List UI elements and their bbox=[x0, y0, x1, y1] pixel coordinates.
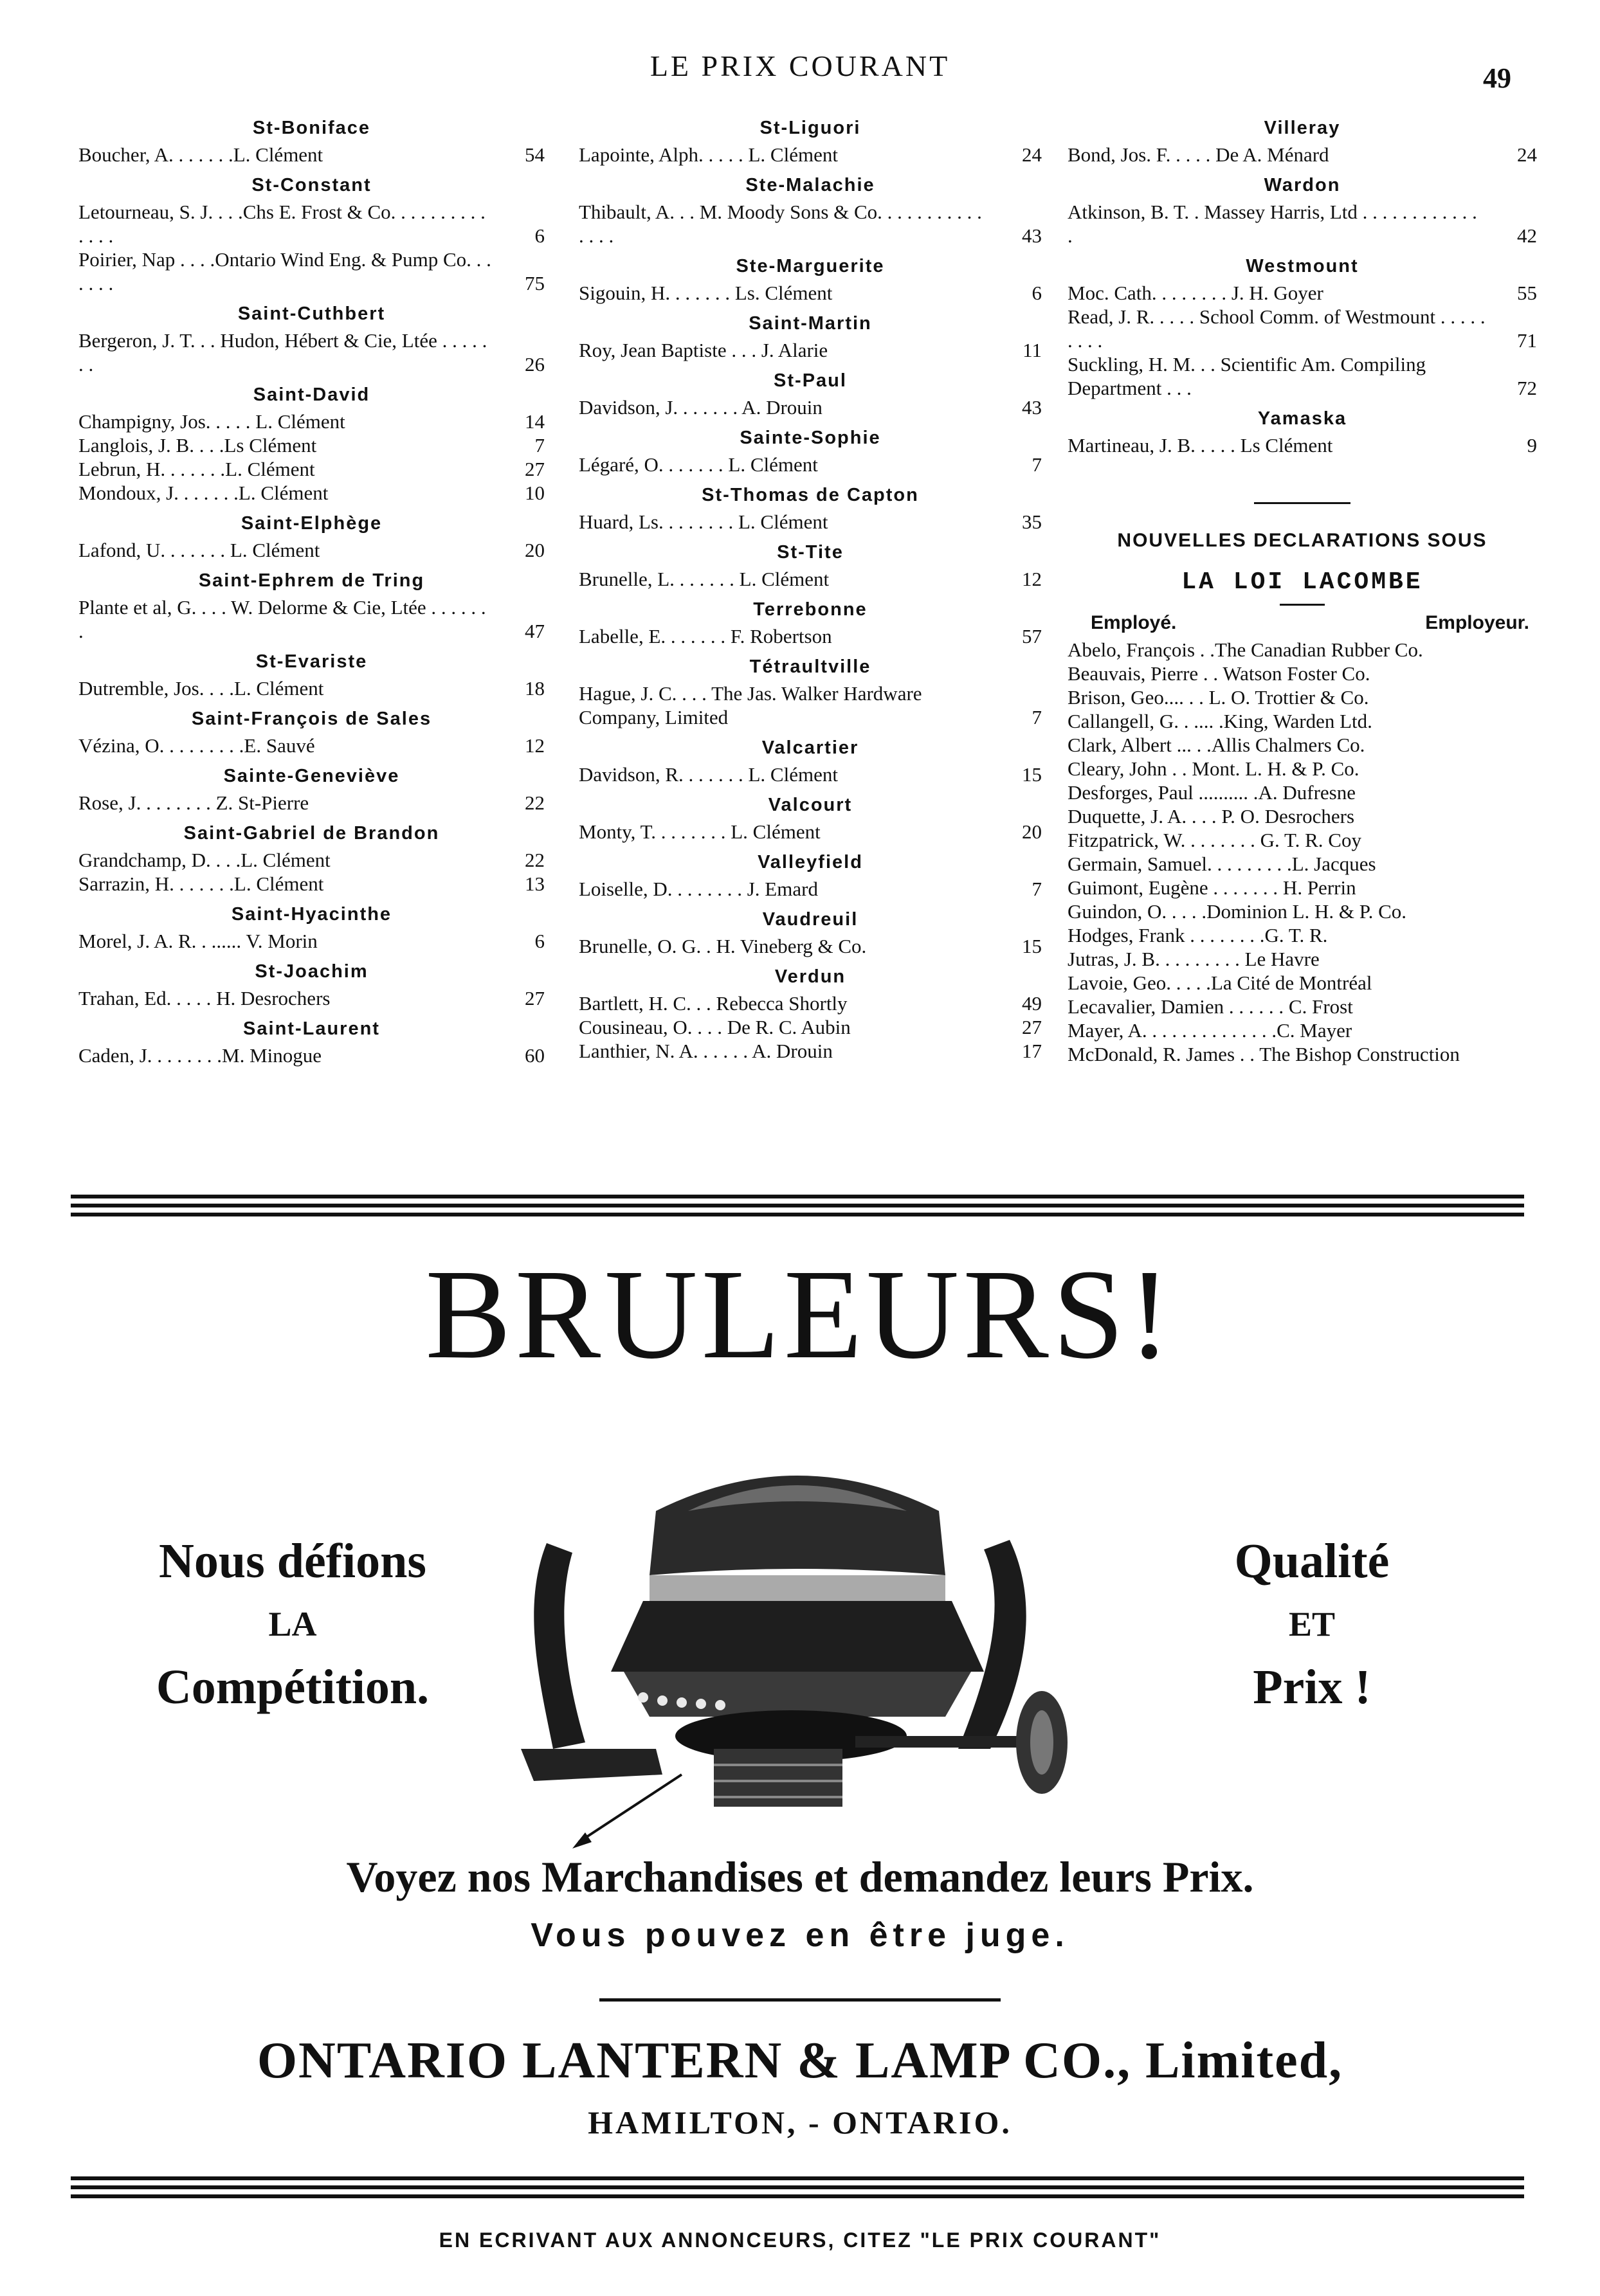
entry-text: Davidson, R. . . . . . . L. Clément bbox=[579, 763, 838, 786]
declaration-entry: Lecavalier, Damien . . . . . . C. Frost bbox=[1068, 995, 1353, 1018]
locality-heading: St-Joachim bbox=[255, 961, 368, 982]
footer-note: EN ECRIVANT AUX ANNONCEURS, CITEZ "LE PRIX COURANT" bbox=[439, 2228, 1161, 2252]
locality-heading: Tétraultville bbox=[749, 656, 871, 677]
ad-right-line3: Prix ! bbox=[1253, 1660, 1371, 1714]
entry-number: 12 bbox=[525, 734, 545, 757]
entry-text: Read, J. R. . . . . School Comm. of Westmount . . . . . . . . . bbox=[1068, 305, 1486, 352]
locality-heading: Valcartier bbox=[761, 737, 859, 758]
listing-entry bbox=[1068, 305, 1537, 352]
listing-entry bbox=[78, 872, 545, 896]
declarations-heading: NOUVELLES DECLARATIONS SOUS bbox=[1117, 530, 1487, 551]
entry-text: Champigny, Jos. . . . . L. Clément bbox=[78, 410, 345, 433]
entry-text: Lapointe, Alph. . . . . L. Clément bbox=[579, 143, 838, 166]
entry-number: 42 bbox=[1517, 224, 1537, 247]
locality-heading: Saint-Ephrem de Tring bbox=[198, 570, 425, 591]
listing-entry bbox=[78, 848, 545, 872]
listing-column-3 bbox=[1068, 109, 1537, 1164]
entry-text: Bartlett, H. C. . . Rebecca Shortly bbox=[579, 992, 848, 1015]
entry-number: 55 bbox=[1517, 282, 1537, 304]
entry-number: 49 bbox=[1022, 992, 1042, 1015]
declarations-column-headers bbox=[1068, 612, 1537, 634]
entry-number: 6 bbox=[1032, 282, 1042, 304]
listing-entry bbox=[78, 595, 545, 643]
entry-text: Cousineau, O. . . . De R. C. Aubin bbox=[579, 1016, 851, 1038]
entry-text: Rose, J. . . . . . . . Z. St-Pierre bbox=[78, 791, 309, 814]
entry-text: Trahan, Ed. . . . . H. Desrochers bbox=[78, 987, 331, 1009]
locality-heading: St-Paul bbox=[774, 370, 847, 391]
locality-heading: St-Tite bbox=[777, 542, 844, 563]
entry-number: 13 bbox=[525, 872, 545, 895]
listing-entry bbox=[579, 877, 1042, 901]
ad-headline: BRULEURS! bbox=[425, 1243, 1175, 1386]
listing-entry bbox=[579, 143, 1042, 167]
listing-entry bbox=[78, 1044, 545, 1067]
entry-number: 15 bbox=[1022, 763, 1042, 786]
entry-number: 7 bbox=[1032, 453, 1042, 476]
listing-entry bbox=[1068, 200, 1537, 248]
law-divider bbox=[1280, 604, 1325, 606]
listing-entry bbox=[579, 763, 1042, 786]
locality-heading: Saint-Elphège bbox=[241, 513, 383, 534]
declaration-entry: Callangell, G. . .... .King, Warden Ltd. bbox=[1068, 710, 1372, 732]
entry-text: Moc. Cath. . . . . . . . J. H. Goyer bbox=[1068, 282, 1323, 304]
entry-text: Roy, Jean Baptiste . . . J. Alarie bbox=[579, 339, 828, 361]
entry-number: 9 bbox=[1527, 434, 1537, 456]
locality-heading: Ste-Malachie bbox=[745, 175, 875, 195]
declaration-entry: Hodges, Frank . . . . . . . .G. T. R. bbox=[1068, 924, 1328, 946]
entry-number: 20 bbox=[1022, 820, 1042, 843]
declaration-entry: Beauvais, Pierre . . Watson Foster Co. bbox=[1068, 662, 1370, 685]
entry-text: Grandchamp, D. . . .L. Clément bbox=[78, 849, 331, 871]
listing-entry bbox=[579, 567, 1042, 591]
locality-heading: Saint-François de Sales bbox=[191, 709, 432, 729]
listing-entry bbox=[579, 200, 1042, 248]
locality-heading: Verdun bbox=[774, 966, 846, 987]
entry-number: 22 bbox=[525, 849, 545, 871]
entry-number: 17 bbox=[1022, 1040, 1042, 1062]
entry-number: 47 bbox=[525, 620, 545, 642]
entry-number: 20 bbox=[525, 539, 545, 561]
entry-text: Légaré, O. . . . . . . L. Clément bbox=[579, 453, 818, 476]
locality-heading: Valcourt bbox=[768, 795, 853, 815]
entry-number: 75 bbox=[525, 272, 545, 294]
locality-heading: St-Liguori bbox=[759, 118, 861, 138]
declaration-entry: Mayer, A. . . . . . . . . . . . . .C. Mayer bbox=[1068, 1019, 1352, 1042]
listing-entry bbox=[579, 338, 1042, 362]
listing-entry bbox=[78, 410, 545, 433]
locality-heading: St-Evariste bbox=[255, 651, 368, 672]
ad-slogan: Voyez nos Marchandises et demandez leurs Prix. bbox=[346, 1852, 1254, 1901]
ad-right-line2: ET bbox=[1288, 1605, 1336, 1643]
entry-text: Suckling, H. M. . . Scientific Am. Compiling Department . . . bbox=[1068, 353, 1426, 399]
entry-text: Dutremble, Jos. . . .L. Clément bbox=[78, 677, 324, 700]
listing-entry bbox=[78, 986, 545, 1010]
declaration-entry: Jutras, J. B. . . . . . . . . Le Havre bbox=[1068, 948, 1320, 970]
entry-text: Huard, Ls. . . . . . . . L. Clément bbox=[579, 511, 828, 533]
entry-number: 7 bbox=[534, 434, 545, 456]
entry-text: Sigouin, H. . . . . . . Ls. Clément bbox=[579, 282, 833, 304]
entry-text: Bond, Jos. F. . . . . De A. Ménard bbox=[1068, 143, 1329, 166]
listing-entry bbox=[579, 453, 1042, 476]
declaration-entry: McDonald, R. James . . The Bishop Construction bbox=[1068, 1043, 1460, 1065]
ad-left-block bbox=[113, 1530, 473, 1718]
entry-text: Atkinson, B. T. . Massey Harris, Ltd . . . . . . . . . . . . . bbox=[1068, 201, 1477, 247]
entry-number: 57 bbox=[1022, 625, 1042, 647]
entry-number: 22 bbox=[525, 791, 545, 814]
listing-entry bbox=[1068, 352, 1537, 400]
entry-text: Lanthier, N. A. . . . . . A. Drouin bbox=[579, 1040, 833, 1062]
page-title: LE PRIX COURANT bbox=[650, 50, 950, 82]
entry-number: 71 bbox=[1517, 329, 1537, 352]
locality-heading: Saint-David bbox=[253, 384, 370, 405]
locality-heading: Saint-Gabriel de Brandon bbox=[183, 823, 440, 844]
locality-heading: Valleyfield bbox=[758, 852, 863, 872]
company-city: HAMILTON, - ONTARIO. bbox=[588, 2104, 1012, 2140]
entry-number: 27 bbox=[1022, 1016, 1042, 1038]
entry-number: 7 bbox=[1032, 706, 1042, 728]
entry-text: Langlois, J. B. . . .Ls Clément bbox=[78, 434, 317, 456]
law-heading: LA LOI LACOMBE bbox=[1181, 568, 1423, 596]
entry-number: 24 bbox=[1022, 143, 1042, 166]
listing-entry bbox=[579, 991, 1042, 1015]
entry-number: 60 bbox=[525, 1044, 545, 1067]
ad-right-line1: Qualité bbox=[1234, 1534, 1390, 1588]
entry-number: 35 bbox=[1022, 511, 1042, 533]
listing-entry bbox=[78, 734, 545, 757]
entry-text: Boucher, A. . . . . . .L. Clément bbox=[78, 143, 323, 166]
entry-number: 43 bbox=[1022, 224, 1042, 247]
listing-entry bbox=[579, 682, 1042, 729]
declaration-entry: Guimont, Eugène . . . . . . . H. Perrin bbox=[1068, 876, 1356, 899]
entry-text: Bergeron, J. T. . . Hudon, Hébert & Cie, Ltée . . . . . . . bbox=[78, 329, 487, 375]
locality-heading: Ste-Marguerite bbox=[736, 256, 885, 276]
listing-entry bbox=[78, 457, 545, 481]
locality-heading: Wardon bbox=[1264, 175, 1341, 195]
entry-number: 14 bbox=[525, 410, 545, 433]
locality-heading: Saint-Martin bbox=[749, 313, 872, 334]
listing-entry bbox=[78, 248, 545, 295]
entry-number: 54 bbox=[525, 143, 545, 166]
listing-entry bbox=[579, 395, 1042, 419]
locality-heading: Sainte-Sophie bbox=[740, 428, 881, 448]
entry-text: Vézina, O. . . . . . . . .E. Sauvé bbox=[78, 734, 315, 757]
listing-entry bbox=[1068, 433, 1537, 457]
employe-label: Employé. bbox=[1091, 612, 1177, 633]
lamp-burner-icon bbox=[495, 1415, 1106, 1858]
employeur-label: Employeur. bbox=[1425, 612, 1529, 633]
entry-text: Lafond, U. . . . . . . L. Clément bbox=[78, 539, 320, 561]
top-triple-rule bbox=[71, 1195, 1524, 1216]
declaration-entry: Guindon, O. . . . .Dominion L. H. & P. Co. bbox=[1068, 900, 1407, 923]
locality-heading: Vaudreuil bbox=[762, 909, 859, 930]
entry-number: 26 bbox=[525, 353, 545, 375]
entry-number: 43 bbox=[1022, 396, 1042, 419]
declaration-entry: Germain, Samuel. . . . . . . . .L. Jacques bbox=[1068, 853, 1376, 875]
listing-entry bbox=[78, 538, 545, 562]
entry-text: Lebrun, H. . . . . . .L. Clément bbox=[78, 458, 315, 480]
entry-number: 15 bbox=[1022, 935, 1042, 957]
entry-text: Monty, T. . . . . . . . L. Clément bbox=[579, 820, 821, 843]
entry-text: Davidson, J. . . . . . . A. Drouin bbox=[579, 396, 823, 419]
entry-number: 7 bbox=[1032, 878, 1042, 900]
locality-heading: St-Thomas de Capton bbox=[702, 485, 919, 505]
listing-entry bbox=[579, 281, 1042, 305]
declaration-entry: Clark, Albert ... . .Allis Chalmers Co. bbox=[1068, 734, 1365, 756]
entry-number: 27 bbox=[525, 987, 545, 1009]
listing-entry bbox=[78, 200, 545, 248]
bottom-triple-rule bbox=[71, 2176, 1524, 2198]
entry-text: Letourneau, S. J. . . .Chs E. Frost & Co. . . . . . . . . . . . . . bbox=[78, 201, 486, 247]
listing-entry bbox=[579, 1039, 1042, 1063]
listing-entry bbox=[78, 433, 545, 457]
listing-entry bbox=[1068, 281, 1537, 305]
locality-heading: Westmount bbox=[1246, 256, 1359, 276]
entry-text: Brunelle, L. . . . . . . L. Clément bbox=[579, 568, 830, 590]
declaration-entry: Cleary, John . . Mont. L. H. & P. Co. bbox=[1068, 757, 1359, 780]
entry-number: 11 bbox=[1023, 339, 1042, 361]
declaration-entry: Fitzpatrick, W. . . . . . . . G. T. R. Coy bbox=[1068, 829, 1361, 851]
ad-right-block bbox=[1132, 1530, 1492, 1718]
listing-entry bbox=[78, 791, 545, 815]
locality-heading: Saint-Hyacinthe bbox=[231, 904, 392, 925]
entry-number: 6 bbox=[534, 930, 545, 952]
entry-text: Caden, J. . . . . . . .M. Minogue bbox=[78, 1044, 322, 1067]
declaration-entry: Abelo, François . .The Canadian Rubber Co. bbox=[1068, 638, 1423, 661]
entry-text: Hague, J. C. . . . The Jas. Walker Hardware Company, Limited bbox=[579, 682, 922, 728]
listing-entry bbox=[78, 929, 545, 953]
ad-left-line1: Nous défions bbox=[159, 1534, 426, 1588]
entry-number: 24 bbox=[1517, 143, 1537, 166]
locality-heading: Saint-Laurent bbox=[243, 1018, 380, 1039]
listing-column-2 bbox=[579, 109, 1042, 1164]
locality-heading: St-Constant bbox=[251, 175, 372, 195]
listing-column-1 bbox=[78, 109, 545, 1164]
listing-entry bbox=[579, 624, 1042, 648]
entry-text: Mondoux, J. . . . . . .L. Clément bbox=[78, 482, 329, 504]
listing-entry bbox=[78, 143, 545, 167]
entry-text: Martineau, J. B. . . . . Ls Clément bbox=[1068, 434, 1333, 456]
entry-number: 72 bbox=[1517, 377, 1537, 399]
entry-text: Labelle, E. . . . . . . F. Robertson bbox=[579, 625, 832, 647]
ad-left-line3: Compétition. bbox=[156, 1660, 430, 1714]
column-divider bbox=[1254, 502, 1350, 504]
entry-text: Loiselle, D. . . . . . . . J. Emard bbox=[579, 878, 818, 900]
ad-left-line2: LA bbox=[268, 1605, 317, 1643]
locality-heading: Saint-Cuthbert bbox=[237, 303, 386, 324]
page-number: 49 bbox=[1483, 62, 1511, 94]
entry-text: Sarrazin, H. . . . . . .L. Clément bbox=[78, 872, 324, 895]
entry-text: Poirier, Nap . . . .Ontario Wind Eng. & Pump Co. . . . . . . bbox=[78, 248, 491, 294]
company-name: ONTARIO LANTERN & LAMP CO., Limited, bbox=[257, 2032, 1343, 2089]
locality-heading: St-Boniface bbox=[252, 118, 371, 138]
declaration-entry: Lavoie, Geo. . . . .La Cité de Montréal bbox=[1068, 972, 1372, 994]
entry-text: Morel, J. A. R. . ...... V. Morin bbox=[78, 930, 318, 952]
listing-entry bbox=[78, 329, 545, 376]
entry-text: Brunelle, O. G. . H. Vineberg & Co. bbox=[579, 935, 867, 957]
locality-heading: Terrebonne bbox=[753, 599, 868, 620]
declaration-entry: Desforges, Paul .......... .A. Dufresne bbox=[1068, 781, 1356, 804]
locality-heading: Yamaska bbox=[1257, 408, 1347, 429]
listing-entry bbox=[78, 676, 545, 700]
entry-text: Thibault, A. . . M. Moody Sons & Co. . . . . . . . . . . . . . . bbox=[579, 201, 982, 247]
entry-number: 27 bbox=[525, 458, 545, 480]
locality-heading: Villeray bbox=[1264, 118, 1341, 138]
listing-entry bbox=[579, 510, 1042, 534]
listing-entry bbox=[78, 481, 545, 505]
declaration-entry: Duquette, J. A. . . . P. O. Desrochers bbox=[1068, 805, 1355, 827]
listing-entry bbox=[579, 934, 1042, 958]
entry-number: 18 bbox=[525, 677, 545, 700]
listing-entry bbox=[579, 820, 1042, 844]
declaration-entry: Brison, Geo.... . . L. O. Trottier & Co. bbox=[1068, 686, 1369, 709]
ad-subslogan: Vous pouvez en être juge. bbox=[531, 1917, 1069, 1954]
locality-heading: Sainte-Geneviève bbox=[223, 766, 400, 786]
entry-number: 6 bbox=[534, 224, 545, 247]
listing-entry bbox=[1068, 143, 1537, 167]
ad-divider bbox=[599, 1998, 1001, 2002]
entry-text: Plante et al, G. . . . W. Delorme & Cie, Ltée . . . . . . . bbox=[78, 596, 486, 642]
entry-number: 10 bbox=[525, 482, 545, 504]
listing-entry bbox=[579, 1015, 1042, 1039]
entry-number: 12 bbox=[1022, 568, 1042, 590]
